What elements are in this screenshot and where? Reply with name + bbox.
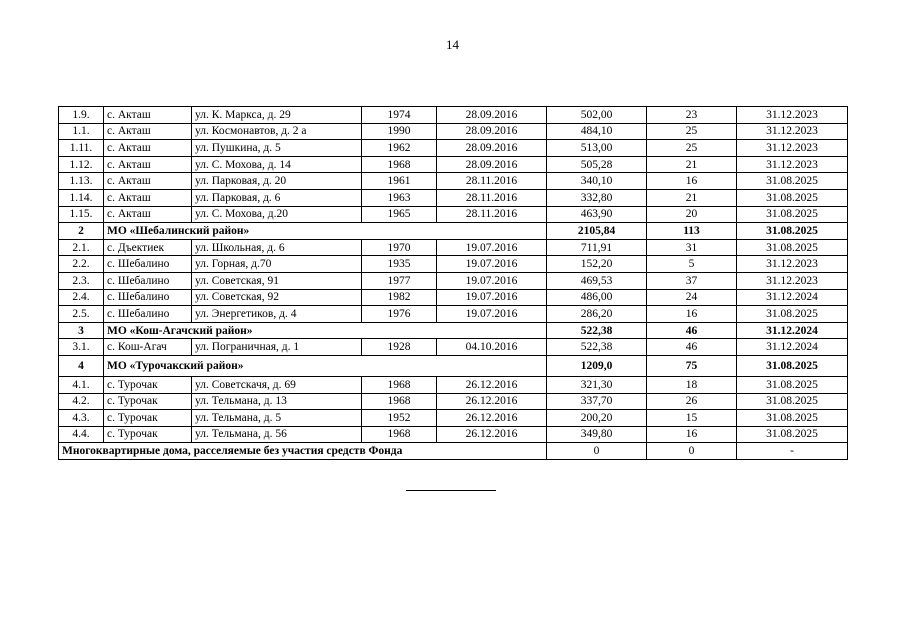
table-row [59, 123, 848, 140]
row-number: 1.14. [59, 189, 104, 206]
row-number: 4.1. [59, 376, 104, 393]
district-number: 3 [59, 322, 104, 339]
row-number: 1.12. [59, 156, 104, 173]
district-residents: 46 [647, 322, 737, 339]
row-year: 1961 [362, 173, 437, 190]
row-residents: 20 [647, 206, 737, 223]
table-row [59, 339, 848, 356]
row-settlement: с. Акташ [104, 107, 192, 124]
row-date: 26.12.2016 [437, 393, 547, 410]
row-area: 505,28 [547, 156, 647, 173]
row-address: ул. Парковая, д. 6 [192, 189, 362, 206]
row-number: 2.4. [59, 289, 104, 306]
row-deadline: 31.08.2025 [737, 393, 848, 410]
row-deadline: 31.08.2025 [737, 206, 848, 223]
row-residents: 37 [647, 272, 737, 289]
district-deadline: 31.12.2024 [737, 322, 848, 339]
row-area: 513,00 [547, 140, 647, 157]
table-row [59, 426, 848, 443]
row-address: ул. С. Мохова, д. 14 [192, 156, 362, 173]
row-address: ул. К. Маркса, д. 29 [192, 107, 362, 124]
row-date: 28.09.2016 [437, 156, 547, 173]
row-year: 1965 [362, 206, 437, 223]
table-row [59, 410, 848, 427]
row-address: ул. Советская, 92 [192, 289, 362, 306]
table-row [59, 173, 848, 190]
row-address: ул. Горная, д.70 [192, 256, 362, 273]
footer-area: 0 [547, 443, 647, 460]
table-footer-row [59, 443, 848, 460]
row-date: 19.07.2016 [437, 289, 547, 306]
closing-divider [406, 490, 496, 491]
row-settlement: с. Турочак [104, 410, 192, 427]
row-area: 286,20 [547, 306, 647, 323]
district-name: МО «Турочакский район» [104, 355, 547, 376]
row-residents: 15 [647, 410, 737, 427]
row-year: 1935 [362, 256, 437, 273]
district-number: 4 [59, 355, 104, 376]
footer-label: Многоквартирные дома, расселяемые без участия средств Фонда [59, 443, 547, 460]
row-deadline: 31.12.2024 [737, 339, 848, 356]
row-address: ул. Советскачя, д. 69 [192, 376, 362, 393]
row-deadline: 31.12.2023 [737, 140, 848, 157]
row-date: 26.12.2016 [437, 426, 547, 443]
row-address: ул. Пограничная, д. 1 [192, 339, 362, 356]
district-area: 1209,0 [547, 355, 647, 376]
table-row [59, 206, 848, 223]
row-residents: 46 [647, 339, 737, 356]
row-area: 484,10 [547, 123, 647, 140]
row-residents: 25 [647, 140, 737, 157]
row-deadline: 31.08.2025 [737, 239, 848, 256]
row-deadline: 31.12.2023 [737, 156, 848, 173]
row-settlement: с. Акташ [104, 173, 192, 190]
row-settlement: с. Акташ [104, 140, 192, 157]
table-row [59, 376, 848, 393]
district-deadline: 31.08.2025 [737, 223, 848, 240]
row-deadline: 31.08.2025 [737, 306, 848, 323]
row-address: ул. Парковая, д. 20 [192, 173, 362, 190]
row-number: 4.2. [59, 393, 104, 410]
page-number: 14 [446, 37, 459, 52]
district-number: 2 [59, 223, 104, 240]
row-number: 2.2. [59, 256, 104, 273]
row-number: 2.3. [59, 272, 104, 289]
row-address: ул. Школьная, д. 6 [192, 239, 362, 256]
row-number: 4.3. [59, 410, 104, 427]
district-deadline: 31.08.2025 [737, 355, 848, 376]
row-number: 2.5. [59, 306, 104, 323]
row-area: 711,91 [547, 239, 647, 256]
row-date: 19.07.2016 [437, 306, 547, 323]
row-area: 502,00 [547, 107, 647, 124]
row-settlement: с. Акташ [104, 206, 192, 223]
row-residents: 23 [647, 107, 737, 124]
table-row [59, 156, 848, 173]
district-total-row [59, 322, 848, 339]
row-year: 1990 [362, 123, 437, 140]
housing-table [58, 106, 848, 460]
row-residents: 31 [647, 239, 737, 256]
row-settlement: с. Акташ [104, 123, 192, 140]
row-number: 1.11. [59, 140, 104, 157]
row-deadline: 31.08.2025 [737, 189, 848, 206]
table-body [59, 107, 848, 460]
row-settlement: с. Турочак [104, 393, 192, 410]
row-deadline: 31.12.2023 [737, 272, 848, 289]
row-address: ул. Тельмана, д. 5 [192, 410, 362, 427]
row-date: 28.09.2016 [437, 107, 547, 124]
row-number: 2.1. [59, 239, 104, 256]
row-residents: 16 [647, 426, 737, 443]
row-settlement: с. Шебалино [104, 306, 192, 323]
row-number: 4.4. [59, 426, 104, 443]
row-address: ул. Пушкина, д. 5 [192, 140, 362, 157]
row-year: 1968 [362, 156, 437, 173]
table-row [59, 306, 848, 323]
table-row [59, 239, 848, 256]
district-total-row [59, 355, 848, 376]
row-area: 321,30 [547, 376, 647, 393]
row-year: 1928 [362, 339, 437, 356]
row-residents: 5 [647, 256, 737, 273]
row-deadline: 31.08.2025 [737, 376, 848, 393]
row-settlement: с. Шебалино [104, 289, 192, 306]
row-area: 200,20 [547, 410, 647, 427]
row-area: 349,80 [547, 426, 647, 443]
row-residents: 21 [647, 156, 737, 173]
row-date: 19.07.2016 [437, 272, 547, 289]
row-area: 486,00 [547, 289, 647, 306]
row-deadline: 31.08.2025 [737, 426, 848, 443]
table-row [59, 289, 848, 306]
row-date: 28.09.2016 [437, 123, 547, 140]
row-settlement: с. Дъектиек [104, 239, 192, 256]
row-settlement: с. Кош-Агач [104, 339, 192, 356]
row-address: ул. Космонавтов, д. 2 а [192, 123, 362, 140]
row-area: 332,80 [547, 189, 647, 206]
row-address: ул. Советская, 91 [192, 272, 362, 289]
district-area: 522,38 [547, 322, 647, 339]
district-name: МО «Кош-Агачский район» [104, 322, 547, 339]
row-number: 1.9. [59, 107, 104, 124]
row-year: 1968 [362, 376, 437, 393]
row-year: 1963 [362, 189, 437, 206]
footer-deadline: - [737, 443, 848, 460]
row-residents: 21 [647, 189, 737, 206]
row-address: ул. Тельмана, д. 13 [192, 393, 362, 410]
row-area: 340,10 [547, 173, 647, 190]
row-number: 1.13. [59, 173, 104, 190]
table-row [59, 256, 848, 273]
row-residents: 16 [647, 173, 737, 190]
row-year: 1976 [362, 306, 437, 323]
row-settlement: с. Акташ [104, 156, 192, 173]
row-date: 28.11.2016 [437, 206, 547, 223]
table-row [59, 272, 848, 289]
row-area: 152,20 [547, 256, 647, 273]
row-number: 1.15. [59, 206, 104, 223]
row-year: 1982 [362, 289, 437, 306]
row-date: 19.07.2016 [437, 239, 547, 256]
row-residents: 25 [647, 123, 737, 140]
row-area: 337,70 [547, 393, 647, 410]
row-settlement: с. Шебалино [104, 272, 192, 289]
row-deadline: 31.08.2025 [737, 173, 848, 190]
district-name: МО «Шебалинский район» [104, 223, 547, 240]
footer-residents: 0 [647, 443, 737, 460]
row-settlement: с. Шебалино [104, 256, 192, 273]
row-year: 1962 [362, 140, 437, 157]
district-residents: 75 [647, 355, 737, 376]
row-date: 04.10.2016 [437, 339, 547, 356]
row-deadline: 31.12.2023 [737, 123, 848, 140]
row-year: 1970 [362, 239, 437, 256]
table-row [59, 189, 848, 206]
row-year: 1977 [362, 272, 437, 289]
row-settlement: с. Турочак [104, 426, 192, 443]
row-date: 26.12.2016 [437, 410, 547, 427]
row-date: 19.07.2016 [437, 256, 547, 273]
row-settlement: с. Акташ [104, 189, 192, 206]
row-year: 1968 [362, 393, 437, 410]
row-year: 1974 [362, 107, 437, 124]
district-area: 2105,84 [547, 223, 647, 240]
row-address: ул. Энергетиков, д. 4 [192, 306, 362, 323]
row-date: 28.11.2016 [437, 189, 547, 206]
row-settlement: с. Турочак [104, 376, 192, 393]
row-deadline: 31.12.2023 [737, 107, 848, 124]
row-number: 3.1. [59, 339, 104, 356]
row-year: 1952 [362, 410, 437, 427]
row-date: 28.11.2016 [437, 173, 547, 190]
row-address: ул. Тельмана, д. 56 [192, 426, 362, 443]
row-area: 463,90 [547, 206, 647, 223]
row-residents: 18 [647, 376, 737, 393]
row-number: 1.1. [59, 123, 104, 140]
table-row [59, 140, 848, 157]
district-residents: 113 [647, 223, 737, 240]
table-row [59, 393, 848, 410]
row-residents: 26 [647, 393, 737, 410]
row-deadline: 31.12.2023 [737, 256, 848, 273]
district-total-row [59, 223, 848, 240]
row-residents: 24 [647, 289, 737, 306]
row-year: 1968 [362, 426, 437, 443]
row-date: 26.12.2016 [437, 376, 547, 393]
row-date: 28.09.2016 [437, 140, 547, 157]
row-deadline: 31.08.2025 [737, 410, 848, 427]
row-area: 522,38 [547, 339, 647, 356]
row-deadline: 31.12.2024 [737, 289, 848, 306]
row-area: 469,53 [547, 272, 647, 289]
table-row [59, 107, 848, 124]
row-residents: 16 [647, 306, 737, 323]
row-address: ул. С. Мохова, д.20 [192, 206, 362, 223]
